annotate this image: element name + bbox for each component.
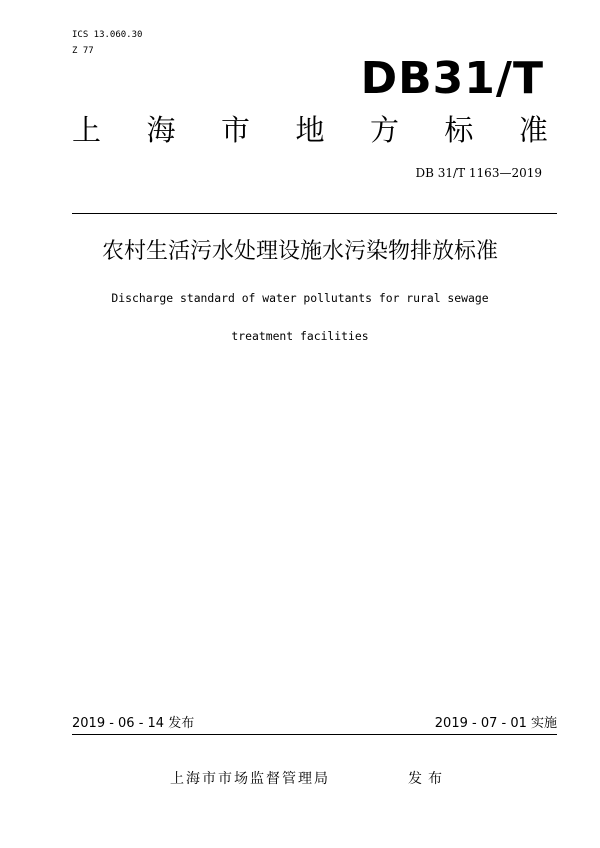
standard-level-char: 市 bbox=[220, 113, 250, 147]
title-english-line2: treatment facilities bbox=[231, 329, 369, 343]
standard-mark: DB31/T bbox=[360, 53, 544, 104]
ccs-code: Z 77 bbox=[72, 46, 94, 56]
standard-level-char: 上 bbox=[72, 113, 102, 147]
implementation-date: 2019 - 07 - 01 实施 bbox=[434, 716, 557, 731]
standard-level-char: 海 bbox=[146, 113, 176, 147]
standard-level bbox=[72, 112, 548, 148]
issuer-name: 上海市市场监督管理局 bbox=[170, 771, 330, 787]
bottom-divider bbox=[72, 734, 557, 735]
standard-level-char: 方 bbox=[369, 113, 399, 147]
title-chinese: 农村生活污水处理设施水污染物排放标准 bbox=[101, 239, 498, 264]
standard-level-char: 准 bbox=[518, 113, 548, 147]
issuer-action: 发布 bbox=[408, 771, 448, 787]
standard-level-char: 标 bbox=[444, 113, 474, 147]
ics-code: ICS 13.060.30 bbox=[72, 30, 143, 40]
standard-level-char: 地 bbox=[295, 113, 325, 147]
top-divider bbox=[72, 213, 557, 214]
title-english-line1: Discharge standard of water pollutants for rural sewage bbox=[111, 291, 489, 305]
standard-number: DB 31/T 1163—2019 bbox=[415, 166, 542, 180]
issue-date: 2019 - 06 - 14 发布 bbox=[72, 716, 195, 731]
